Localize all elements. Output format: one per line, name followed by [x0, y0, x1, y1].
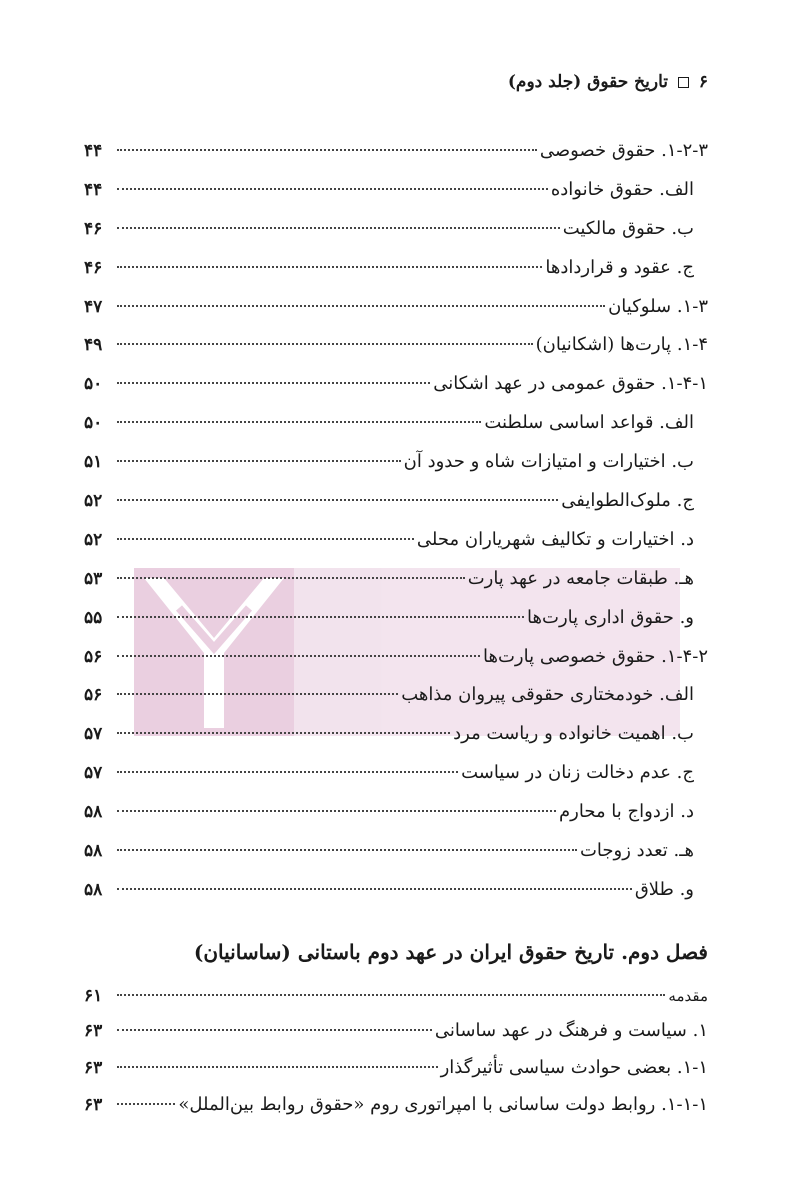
toc-entry-page: ۴۹: [84, 335, 103, 356]
toc-entry: [84, 638, 708, 677]
toc-entry-page: ۶۱: [84, 986, 103, 1006]
toc-entry-title: الف. قواعد اساسی سلطنت: [484, 412, 694, 434]
chapter-heading: فصل دوم. تاریخ حقوق ایران در عهد دوم باستانی (ساسانیان): [193, 940, 708, 964]
dot-leader: [117, 888, 632, 890]
toc-entry: [84, 676, 708, 715]
toc-entry-page: ۴۴: [84, 179, 103, 200]
table-of-contents: [84, 132, 708, 910]
dot-leader: [117, 577, 465, 579]
dot-leader: [117, 460, 401, 462]
dot-leader: [117, 382, 430, 384]
toc-entry-title: مقدمه: [668, 987, 708, 1005]
dot-leader: [117, 1103, 175, 1105]
toc-entry: [84, 326, 708, 365]
toc-entry-title: ج. عقود و قراردادها: [545, 256, 694, 278]
toc-entry-title: ب. اهمیت خانواده و ریاست مرد: [453, 723, 694, 745]
toc-entry-page: ۵۸: [84, 802, 103, 823]
toc-entry-page: ۵۸: [84, 841, 103, 862]
dot-leader: [117, 538, 414, 540]
toc-entry: [84, 980, 708, 1012]
toc-entry-page: ۴۶: [84, 257, 103, 278]
toc-entry: [84, 210, 708, 249]
dot-leader: [117, 499, 558, 501]
dot-leader: [117, 343, 533, 345]
toc-entry-page: ۵۰: [84, 374, 103, 395]
toc-entry-title: ۱-۱-۱. روابط دولت ساسانی با امپراتوری روم «حقوق روابط بین‌الملل»: [178, 1094, 708, 1115]
square-bullet-icon: [678, 77, 689, 88]
toc-entry-page: ۵۸: [84, 879, 103, 900]
toc-entry-title: ۱-۴-۱. حقوق عمومی در عهد اشکانی: [433, 373, 708, 395]
dot-leader: [117, 655, 480, 657]
toc-entry-page: ۴۷: [84, 296, 103, 317]
toc-entry-title: هـ. تعدد زوجات: [579, 840, 694, 862]
toc-entry: [84, 249, 708, 288]
page-header: [100, 72, 708, 92]
dot-leader: [117, 1066, 438, 1068]
toc-entry-page: ۴۴: [84, 141, 103, 161]
dot-leader: [117, 849, 577, 851]
toc-entry-page: ۵۷: [84, 763, 103, 784]
toc-entry: [84, 832, 708, 871]
toc-entry-page: ۵۶: [84, 646, 103, 667]
dot-leader: [117, 994, 665, 996]
toc-entry-title: و. حقوق اداری پارت‌ها: [527, 606, 694, 628]
dot-leader: [117, 732, 450, 734]
header-title: تاریخ حقوق (جلد دوم): [507, 72, 669, 92]
toc-entry-page: ۵۲: [84, 491, 103, 512]
toc-entry-title: ۱-۱. بعضی حوادث سیاسی تأثیرگذار: [440, 1057, 708, 1078]
toc-entry: [84, 1012, 708, 1049]
toc-entry: [84, 1049, 708, 1086]
toc-entry: [84, 754, 708, 793]
toc-entry-title: ۱-۴. پارت‌ها (اشکانیان): [535, 334, 708, 356]
dot-leader: [117, 266, 542, 268]
toc-entry: [84, 365, 708, 404]
toc-entry-title: ۱-۲-۳. حقوق خصوصی: [539, 140, 708, 161]
toc-entry-page: ۵۱: [84, 452, 103, 473]
toc-entry-page: ۵۲: [84, 529, 103, 550]
toc-entry: [84, 599, 708, 638]
toc-entry-page: ۶۳: [84, 1095, 103, 1115]
toc-entry-page: ۶۳: [84, 1058, 103, 1078]
header-page-number: ۶: [698, 72, 708, 92]
toc-entry-title: ج. عدم دخالت زنان در سیاست: [461, 762, 694, 784]
toc-entry-title: ج. ملوک‌الطوایفی: [561, 490, 694, 512]
toc-entry-title: و. طلاق: [634, 878, 694, 900]
dot-leader: [117, 149, 537, 151]
toc-entry-page: ۵۳: [84, 568, 103, 589]
dot-leader: [117, 616, 524, 618]
toc-entry: [84, 715, 708, 754]
toc-entry-title: هـ. طبقات جامعه در عهد پارت: [467, 567, 694, 589]
toc-entry-title: ب. اختیارات و امتیازات شاه و حدود آن: [403, 451, 694, 473]
toc-entry-page: ۵۶: [84, 685, 103, 706]
dot-leader: [117, 421, 481, 423]
toc-entry: [84, 288, 708, 327]
toc-entry-page: ۵۰: [84, 413, 103, 434]
toc-entry-title: ۱-۴-۲. حقوق خصوصی پارت‌ها: [483, 645, 708, 667]
toc-entry: [84, 1086, 708, 1123]
toc-entry-title: ب. حقوق مالکیت: [562, 217, 694, 239]
dot-leader: [117, 188, 548, 190]
table-of-contents-chapter-two: [84, 980, 708, 1123]
toc-entry-page: ۵۷: [84, 724, 103, 745]
toc-entry-title: د. اختیارات و تکالیف شهریاران محلی: [416, 528, 694, 550]
toc-entry-title: د. ازدواج با محارم: [559, 801, 694, 823]
toc-entry: [84, 132, 708, 171]
dot-leader: [117, 1029, 432, 1031]
toc-entry-title: الف. حقوق خانواده: [550, 178, 694, 200]
toc-entry: [84, 443, 708, 482]
toc-entry: [84, 404, 708, 443]
toc-entry: [84, 793, 708, 832]
toc-entry: [84, 482, 708, 521]
dot-leader: [117, 810, 556, 812]
toc-entry-page: ۴۶: [84, 218, 103, 239]
toc-entry-title: الف. خودمختاری حقوقی پیروان مذاهب: [401, 684, 694, 706]
toc-entry-page: ۵۵: [84, 607, 103, 628]
toc-entry: [84, 171, 708, 210]
toc-entry: [84, 521, 708, 560]
toc-entry-page: ۶۳: [84, 1021, 103, 1041]
toc-entry-title: ۱. سیاست و فرهنگ در عهد ساسانی: [434, 1020, 708, 1041]
toc-entry: [84, 560, 708, 599]
toc-entry: [84, 871, 708, 910]
dot-leader: [117, 771, 458, 773]
toc-entry-title: ۱-۳. سلوکیان: [608, 295, 708, 317]
dot-leader: [117, 305, 605, 307]
dot-leader: [117, 227, 560, 229]
dot-leader: [117, 693, 398, 695]
